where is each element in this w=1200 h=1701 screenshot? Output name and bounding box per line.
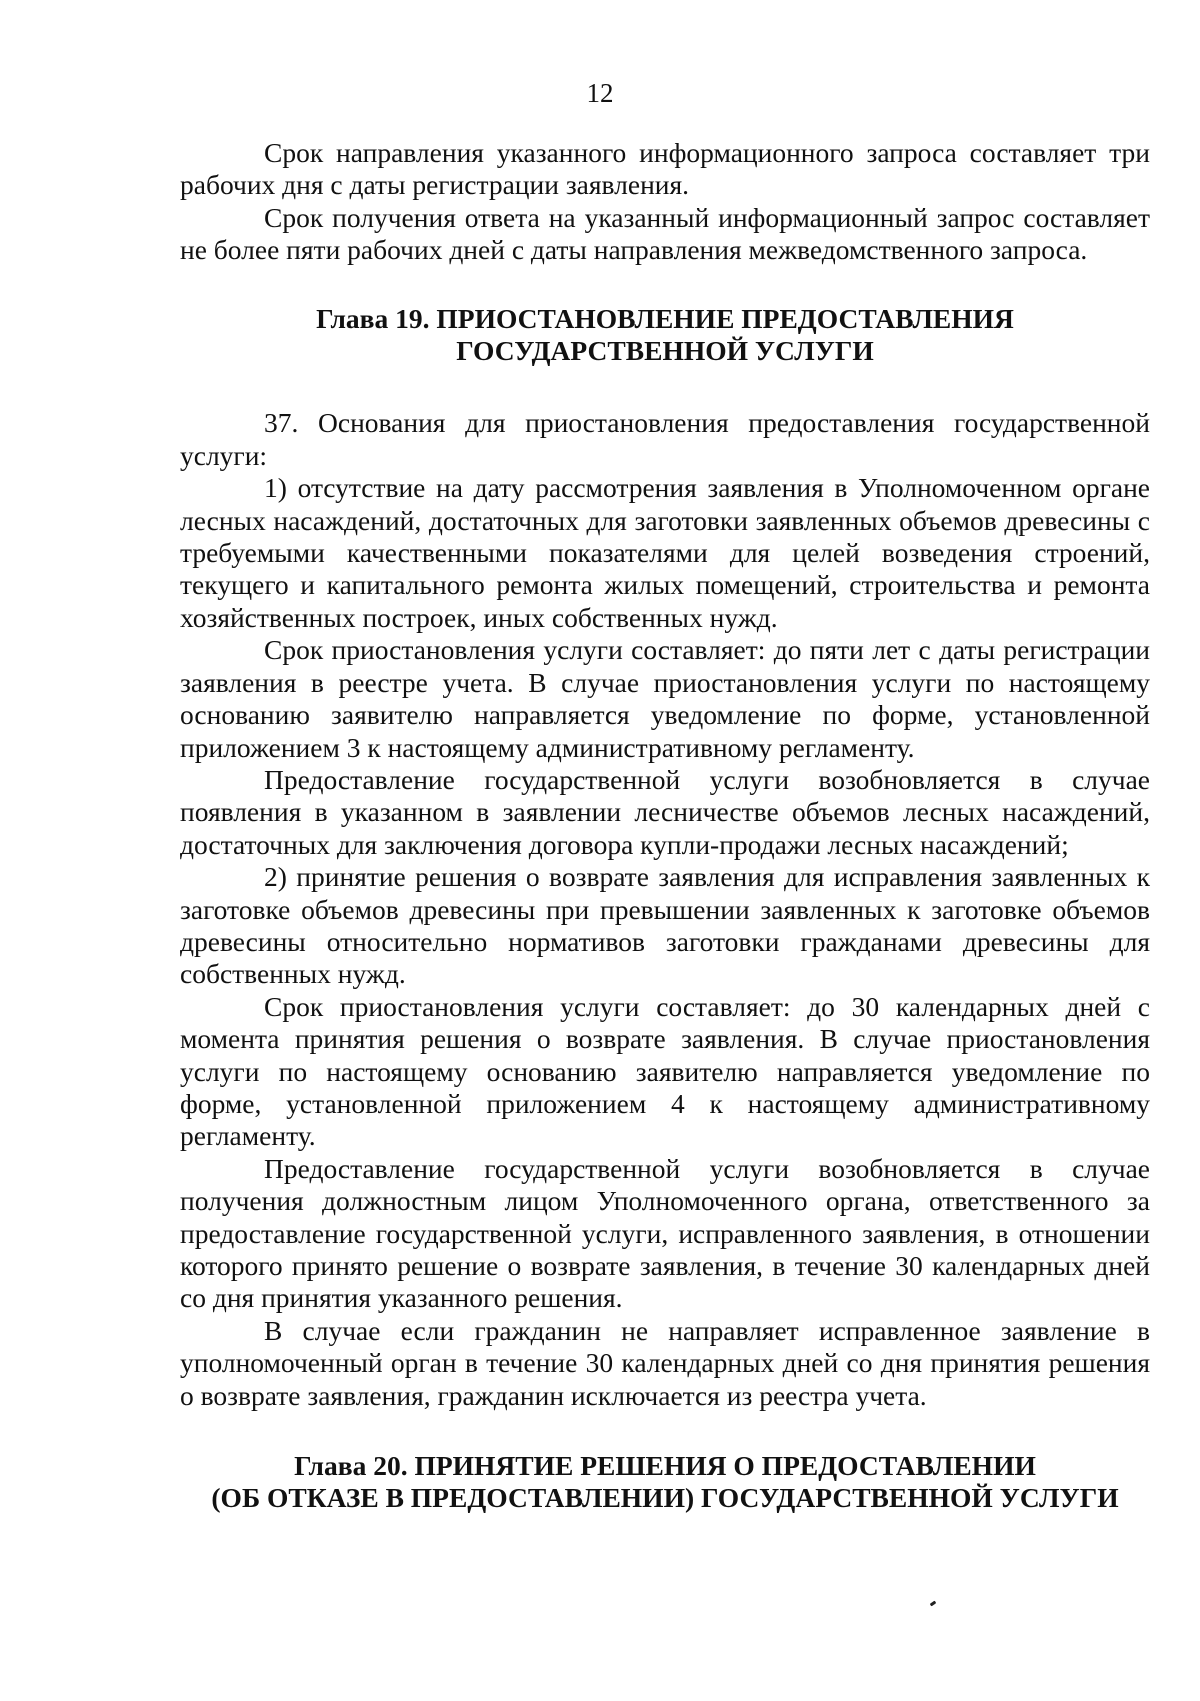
paragraph-item-1: 1) отсутствие на дату рассмотрения заявления в Уполномоченном органе лесных насаждений, достаточных для заготовки заявленных объемов древесины с требуемыми качественными показателями для целей возведения строений, текущего и капитального ремонта жилых помещений, строительства и ремонта хозяйственных построек, иных собственных нужд. xyxy=(180,472,1150,633)
chapter-19-heading-line-2: ГОСУДАРСТВЕННОЙ УСЛУГИ xyxy=(456,335,874,367)
chapter-19-heading-line-1: Глава 19. ПРИОСТАНОВЛЕНИЕ ПРЕДОСТАВЛЕНИЯ xyxy=(316,302,1014,334)
paragraph: Срок приостановления услуги составляет: до 30 календарных дней с момента принятия решения о возврате заявления. В случае приостановления услуги по настоящему основанию заявителю направляется уведомление по форме, установленной приложением 4 к настоящему административному регламенту. xyxy=(180,990,1150,1152)
paragraph-item-2: 2) принятие решения о возврате заявления для исправления заявленных к заготовке объемов древесины при превышении заявленных к заготовке объемов древесины относительно нормативов заготовки гражданами древесины для собственных нужд. xyxy=(180,861,1150,990)
paragraph: В случае если гражданин не направляет исправленное заявление в уполномоченный орган в течение 30 календарных дней со дня принятия решения о возврате заявления, гражданин исключается из реестра учета. xyxy=(180,1314,1150,1411)
paragraph: Предоставление государственной услуги возобновляется в случае появления в указанном в заявлении лесничестве объемов лесных насаждений, достаточных для заключения договора купли-продажи лесных насаждений; xyxy=(180,763,1150,860)
chapter-20-heading xyxy=(180,1450,1150,1515)
chapter-19-heading xyxy=(180,303,1150,368)
paragraph: Срок приостановления услуги составляет: до пяти лет с даты регистрации заявления в реестре учета. В случае приостановления услуги по настоящему основанию заявителю направляется уведомление по форме, установленной приложением 3 к настоящему административному регламенту. xyxy=(180,634,1150,763)
document-body xyxy=(180,137,1150,1515)
paragraph-37: 37. Основания для приостановления предоставления государственной услуги: xyxy=(180,407,1150,471)
paragraph: Срок направления указанного информационного запроса составляет три рабочих дня с даты регистрации заявления. xyxy=(180,137,1150,201)
scan-mark xyxy=(930,1601,937,1607)
paragraph: Предоставление государственной услуги возобновляется в случае получения должностным лицом Уполномоченного органа, ответственного за предоставление государственной услуги, исправленного заявления, в отношении которого принято решение о возврате заявления, в течение 30 календарных дней со дня принятия указанного решения. xyxy=(180,1152,1150,1314)
chapter-20-heading-line-2: (ОБ ОТКАЗЕ В ПРЕДОСТАВЛЕНИИ) ГОСУДАРСТВЕННОЙ УСЛУГИ xyxy=(211,1482,1119,1514)
page-number: 12 xyxy=(586,78,614,108)
chapter-20-heading-line-1: Глава 20. ПРИНЯТИЕ РЕШЕНИЯ О ПРЕДОСТАВЛЕНИИ xyxy=(294,1450,1036,1482)
paragraph: Срок получения ответа на указанный информационный запрос составляет не более пяти рабочих дней с даты направления межведомственного запроса. xyxy=(180,201,1150,266)
